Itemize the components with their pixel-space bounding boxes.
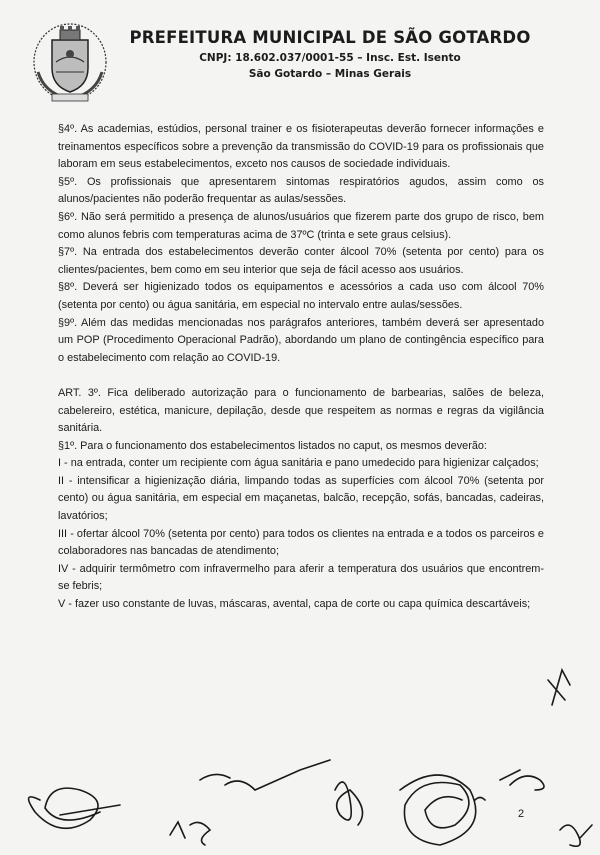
item-v: V - fazer uso constante de luvas, máscaras, avental, capa de corte ou capa química descartáveis; xyxy=(58,598,531,611)
article-3-paragraph-1: §1º. Para o funcionamento dos estabelecimentos listados no caput, os mesmos deverão: xyxy=(58,439,487,452)
item-iii: III - ofertar álcool 70% (setenta por cento) para todos os clientes na entrada e a todos os parceiros e colaboradores nas bancadas de atendimento; xyxy=(58,527,544,558)
item-iv: IV - adquirir termômetro com infravermelho para aferir a temperatura dos usuários que encontrem-se febris; xyxy=(58,562,544,593)
header-title: PREFEITURA MUNICIPAL DE SÃO GOTARDO xyxy=(129,28,531,47)
paragraph-7: §7º. Na entrada dos estabelecimentos deverão conter álcool 70% (setenta por cento) para os clientes/pacientes, bem como em seu interior que seja de fácil acesso aos usuários. xyxy=(58,246,544,276)
paragraph-8: §8º. Deverá ser higienizado todos os equipamentos e acessórios a cada uso com álcool 70% (setenta por cento) ou água sanitária, em especial no intervalo entre aulas/sessões. xyxy=(58,281,544,311)
item-i: I - na entrada, conter um recipiente com água sanitária e pano umedecido para higienizar calçados; xyxy=(58,457,539,470)
item-ii: II - intensificar a higienização diária, limpando todas as superfícies com álcool 70% (setenta por cento) ou água sanitária, em especial em maçanetas, balcão, recepção, sofás, bancadas, cadeiras, lavatórios; xyxy=(58,474,544,523)
page-number: 2 xyxy=(518,808,525,820)
municipal-coat-of-arms-icon xyxy=(30,22,110,104)
document-header xyxy=(0,0,600,110)
document-body xyxy=(58,121,544,614)
header-city: São Gotardo – Minas Gerais xyxy=(248,68,412,80)
header-cnpj: CNPJ: 18.602.037/0001-55 – Insc. Est. Isento xyxy=(199,52,461,64)
paragraph-6: §6º. Não será permitido a presença de alunos/usuários que fizerem parte dos grupo de risco, bem como alunos febris com temperaturas acima de 37ºC (trinta e sete graus celsius). xyxy=(58,210,544,241)
paragraph-4: §4º. As academias, estúdios, personal trainer e os fisioterapeutas deverão fornecer informações e treinamentos específicos sobre a prevenção da transmissão do COVID-19 para os profissionais que laboram em seus estabelecimentos, exceto nos causos de sociedade individuais. xyxy=(58,123,544,171)
article-3: ART. 3º. Fica deliberado autorização para o funcionamento de barbearias, salões de beleza, cabelereiro, estética, manicure, depilação, desde que respeitem as normas e regras da vigilância sanitária. xyxy=(58,386,544,435)
paragraph-5: §5º. Os profissionais que apresentarem sintomas respiratórios agudos, assim como os alunos/pacientes não poderão frequentar as aulas/sessões. xyxy=(58,175,544,206)
paragraph-9: §9º. Além das medidas mencionadas nos parágrafos anteriores, também deverá ser apresentado um POP (Procedimento Operacional Padrão), abordando um plano de contingência específico para o estabelecimento com relação ao COVID-19. xyxy=(58,316,544,364)
